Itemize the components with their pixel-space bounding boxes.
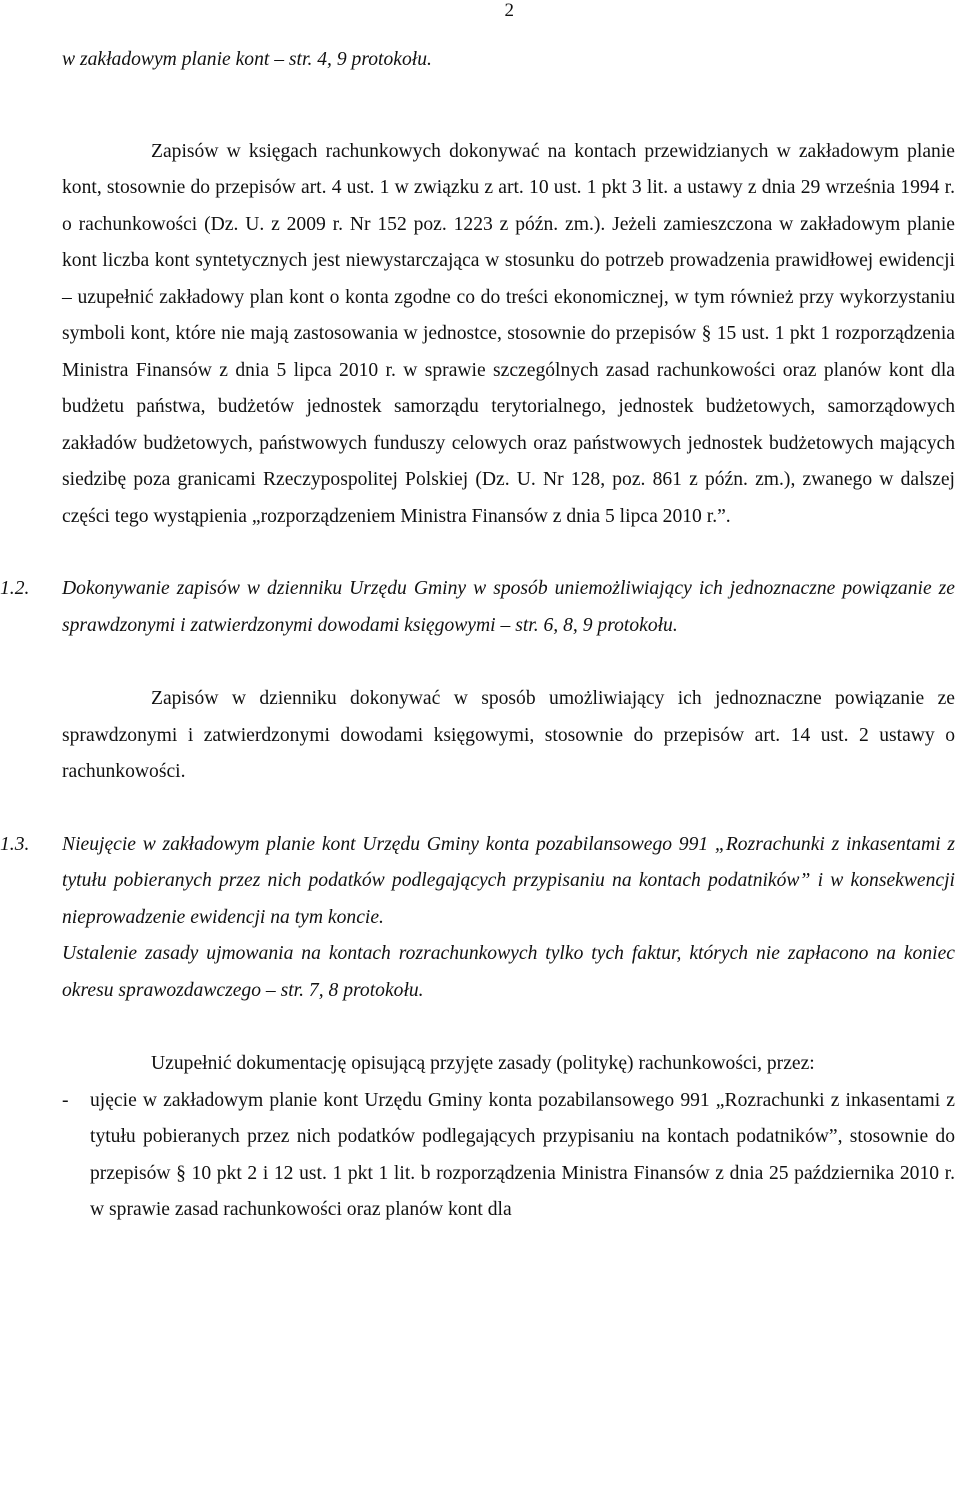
section-number: 1.3. (0, 833, 30, 855)
section-number: 1.2. (0, 578, 30, 599)
paragraph-recommendation-1: Zapisów w księgach rachunkowych dokonywać na kontach przewidzianych w zakładowym planie kont, stosownie do przepisów art. 4 ust. 1 w związku z art. 10 ust. 1 pkt 3 lit. a ustawy z dnia 29 września 1994 r. o rachunkowości (Dz. U. z 2009 r. Nr 152 poz. 1223 z późn. zm.). Jeżeli zamieszczona w zakładowym planie kont liczba kont syntetycznych jest niewystarczająca w stosunku do potrzeb prowadzenia prawidłowej ewidencji – uzupełnić zakładowy plan kont o konta zgodne co do treści ekonomicznej, w tym również przy wykorzystaniu symboli kont, które nie mają zastosowania w jednostce, stosownie do przepisów § 15 ust. 1 pkt 1 rozporządzenia Ministra Finansów z dnia 5 lipca 2010 r. w sprawie szczególnych zasad rachunkowości oraz planów kont dla budżetu państwa, budżetów jednostek samorządu terytorialnego, jednostek budżetowych, samorządowych zakładów budżetowych, państwowych funduszy celowych oraz państwowych jednostek budżetowych mających siedzibę poza granicami Rzeczypospolitej Polskiej (Dz. U. Nr 128, poz. 861 z późn. zm.), zwanego w dalszej części tego wystąpienia „rozporządzeniem Ministra Finansów z dnia 5 lipca 2010 r.”. (62, 140, 955, 527)
section-1-3 (0, 827, 955, 1010)
page-number: 2 (504, 0, 514, 21)
section-finding-text: Nieujęcie w zakładowym planie kont Urzędu Gminy konta pozabilansowego 991 „Rozrachunki z inkasentami z tytułu pobieranych przez nich podatków podlegających przypisaniu na kontach podatników” i w konsekwencji nieprowadzenie ewidencji na tym koncie. (62, 833, 955, 928)
list-dash: - (62, 1089, 69, 1111)
section-1-2 (0, 571, 955, 644)
list-item (62, 1083, 955, 1229)
paragraph-recommendation-2: Zapisów w dzienniku dokonywać w sposób umożliwiający ich jednoznaczne powiązanie ze sprawdzonymi i zatwierdzonymi dowodami księgowymi, stosownie do przepisów art. 14 ust. 2 ustawy o rachunkowości. (62, 688, 955, 782)
section-finding-text-2: Ustalenie zasady ujmowania na kontach rozrachunkowych tylko tych faktur, których nie zapłacono na koniec okresu sprawozdawczego – str. 7, 8 protokołu. (62, 943, 955, 1001)
document-body (0, 42, 955, 1229)
list-item-text: ujęcie w zakładowym planie kont Urzędu Gminy konta pozabilansowego 991 „Rozrachunki z inkasentami z tytułu pobieranych przez nich podatków podlegających przypisaniu na kontach podatników”, stosownie do przepisów § 10 pkt 2 i 12 ust. 1 pkt 1 lit. b rozporządzenia Ministra Finansów z dnia 25 października 2010 r. w sprawie zasad rachunkowości oraz planów kont dla (90, 1089, 955, 1220)
section-finding-text: Dokonywanie zapisów w dzienniku Urzędu Gminy w sposób uniemożliwiający ich jednoznaczne powiązanie ze sprawdzonymi i zatwierdzonymi dowodami księgowymi – str. 6, 8, 9 protokołu. (62, 578, 955, 636)
paragraph-recommendation-3: Uzupełnić dokumentację opisującą przyjęte zasady (politykę) rachunkowości, przez: (151, 1053, 815, 1074)
paragraph-continuation: w zakładowym planie kont – str. 4, 9 protokołu. (62, 49, 432, 70)
